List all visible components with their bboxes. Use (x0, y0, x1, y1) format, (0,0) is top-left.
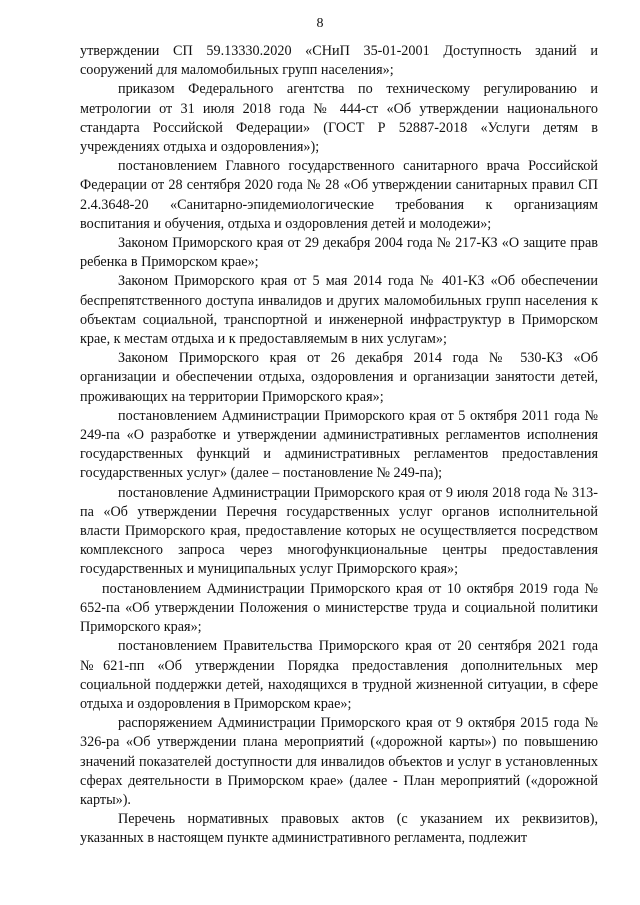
paragraph-order-rosstandart: приказом Федерального агентства по техническому регулированию и метрологии от 31 июля 2018 года № 444-ст «Об утверждении национального стандарта Российской Федерации» (ГОСТ Р 52887-2018 «Услуги детям в учреждениях отдыха и оздоровления»); (80, 81, 598, 156)
paragraph-sp-59: утверждении СП 59.13330.2020 «СНиП 35-01-2001 Доступность зданий и сооружений для маломобильных групп населения»; (80, 43, 598, 79)
paragraph-list-of-acts: Перечень нормативных правовых актов (с указанием их реквизитов), указанных в настоящем пункте административного регламента, подлежит (80, 811, 598, 847)
paragraph-resolution-313: постановление Администрации Приморского края от 9 июля 2018 года № 313-па «Об утверждении Перечня государственных услуг органов исполнительной власти Приморского края, предоставление которых не осуществляется посредством комплексного запроса через многофункциональные центры предоставления государственных и муниципальных услуг Приморского края»; (80, 484, 598, 578)
paragraph-law-401: Законом Приморского края от 5 мая 2014 года № 401-КЗ «Об обеспечении беспрепятственного доступа инвалидов и других маломобильных групп населения к объектам социальной, транспортной и инженерной инфраструктур в Приморском крае, к местам отдыха и к предоставляемым в них услугам»; (80, 273, 598, 348)
page-number: 8 (316, 16, 324, 31)
paragraph-order-326: распоряжением Администрации Приморского края от 9 октября 2015 года № 326-ра «Об утверждении плана мероприятий («дорожной карты») по повышению значений показателей доступности для инвалидов объектов и услуг в установленных сферах деятельности в Приморском крае» (далее - План мероприятий («дорожной карты»). (80, 715, 598, 808)
document-body (80, 42, 598, 849)
paragraph-resolution-249: постановлением Администрации Приморского края от 5 октября 2011 года № 249-па «О разработке и утверждении административных регламентов исполнения государственных функций и административных регламентов предоставления государственных услуг» (далее – постановление № 249-па); (80, 407, 598, 482)
paragraph-law-217: Законом Приморского края от 29 декабря 2004 года № 217-КЗ «О защите прав ребенка в Приморском крае»; (80, 235, 598, 271)
paragraph-sanitary-rules: постановлением Главного государственного санитарного врача Российской Федерации от 28 сентября 2020 года № 28 «Об утверждении санитарных правил СП 2.4.3648-20 «Санитарно-эпидемиологические требования к организациям воспитания и обучения, отдыха и оздоровления детей и молодежи»; (80, 158, 598, 232)
paragraph-resolution-652: постановлением Администрации Приморского края от 10 октября 2019 года № 652-па «Об утверждении Положения о министерстве труда и социальной политики Приморского края»; (80, 580, 598, 636)
paragraph-law-530: Законом Приморского края от 26 декабря 2014 года № 530-КЗ «Об организации и обеспечении отдыха, оздоровления и организации занятости детей, проживающих на территории Приморского края»; (80, 350, 598, 405)
paragraph-resolution-621: постановлением Правительства Приморского края от 20 сентября 2021 года №621-пп «Об утверждении Порядка предоставления дополнительных мер социальной поддержки детей, находящихся в трудной жизненной ситуации, в сфере отдыха и оздоровления в Приморском крае»; (80, 638, 598, 712)
